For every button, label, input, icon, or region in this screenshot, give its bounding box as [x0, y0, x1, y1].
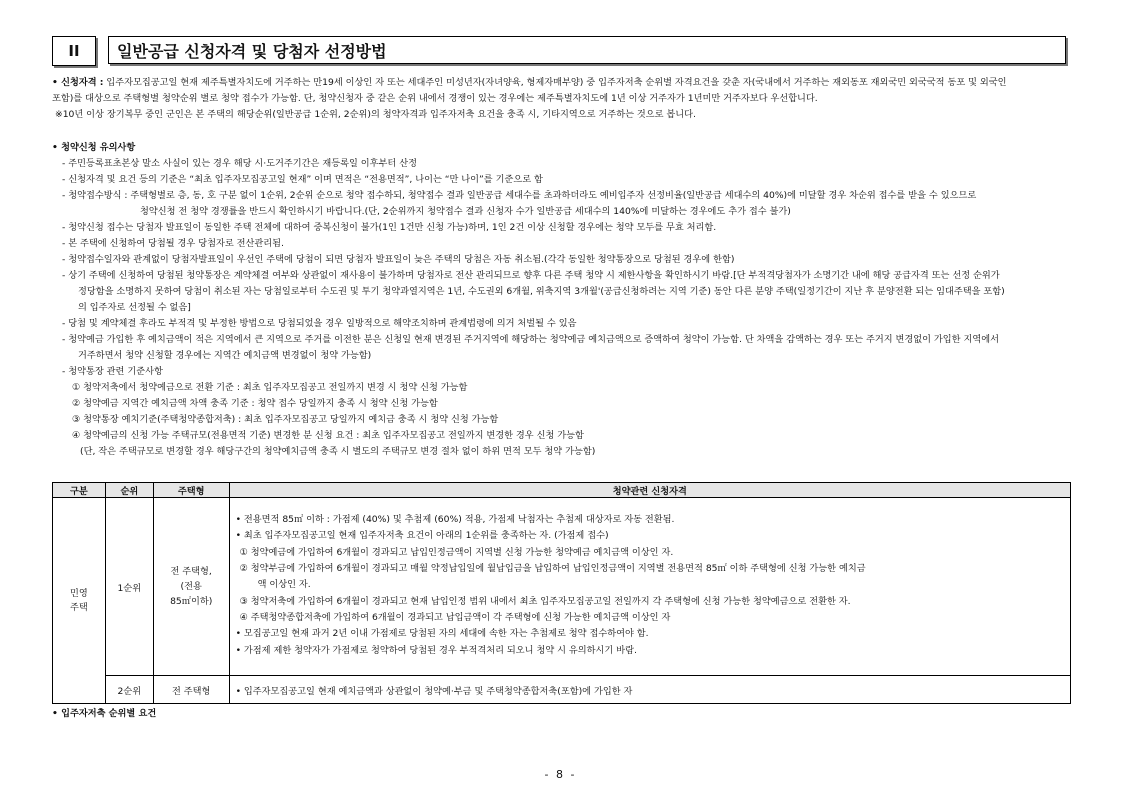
note-line-17: ③ 청약통장 예치기준(주택청약종합저축) : 최초 입주자모집공고 당일까지 예치금 충족 시 청약 신청 가능함 — [72, 414, 499, 425]
col-header-category: 구분 — [53, 483, 106, 498]
housing-type-cell: 전 주택형, (전용 85㎡이하) — [153, 498, 229, 676]
note-line-7: - 청약접수일자와 관계없이 당첨자발표일이 우선인 주택에 당첨이 되면 당첨자 발표일이 늦은 주택의 당첨은 자동 취소됨.(각각 동일한 청약통장으로 당첨된 경우에 한함) — [62, 254, 735, 265]
section-number: II — [52, 36, 96, 66]
note-line-12: - 청약예금 가입한 후 예치금액이 적은 지역에서 큰 지역으로 주거를 이전한 분은 신청일 현재 변경된 주거지역에 해당하는 청약예금 예치금액으로 증액하여 청약이 가능함. 단 차액을 감액하는 경우 또는 주거지 변경없이 가입한 지역에서 — [62, 334, 999, 345]
list-item: • 최초 입주자모집공고일 현재 입주자저축 요건이 아래의 1순위를 충족하는 자. (가점제 접수) — [235, 530, 609, 542]
list-item: • 모집공고일 현재 과거 2년 이내 가점제로 당첨된 자의 세대에 속한 자는 추첨제로 청약 접수하여야 함. — [235, 628, 649, 640]
page-number: - 8 - — [544, 768, 577, 781]
bullet: • — [52, 77, 62, 88]
note-line-8: - 상기 주택에 신청하여 당첨된 청약통장은 계약체결 여부와 상관없이 재사용이 불가하며 당첨자로 전산 관리되므로 향후 다른 주택 청약 시 제한사항을 확인하시기 바람.[단 부적격당첨자가 소명기간 내에 해당 공급자격 또는 선정 순위가 — [62, 270, 1000, 281]
col-header-qualification: 청약관련 신청자격 — [229, 483, 1070, 498]
list-item: ④ 주택청약종합저축에 가입하여 6개월이 경과되고 납입금액이 각 주택형에 신청 가능한 예치금액 이상인 자 — [239, 611, 671, 623]
table-row — [53, 498, 1071, 676]
note-line-16: ② 청약예금 지역간 예치금액 차액 충족 기준 : 청약 접수 당일까지 충족 시 청약 신청 가능함 — [72, 398, 438, 409]
qualification-cell: • 입주자모집공고일 현재 예치금액과 상관없이 청약예·부금 및 주택청약종합저축(포함)에 가입한 자 — [229, 676, 1070, 704]
note-line-9: 정당함을 소명하지 못하여 당첨이 취소된 자는 당첨일로부터 수도권 및 투기 청약과열지역은 1년, 수도권외 6개월, 위축지역 3개월'(공급신청하려는 지역 기준) 동안 다른 분양 주택(일정기간이 지난 후 분양전환 되는 임대주택을 포함) — [78, 286, 1005, 297]
note-line-5: - 청약신청 접수는 당첨자 발표일이 동일한 주택 전체에 대하여 중복신청이 불가(1인 1건만 신청 가능)하며, 1인 2건 이상 신청할 경우에는 청약 모두를 무효 처리함. — [62, 222, 717, 233]
housing-type-cell: 전 주택형 — [153, 676, 229, 704]
list-item: ① 청약예금에 가입하여 6개월이 경과되고 납입인정금액이 지역별 신청 가능한 청약예금 예치금액 이상인 자. — [239, 546, 674, 558]
note-line-10: 의 입주자로 선정될 수 없음] — [78, 302, 191, 313]
rank-cell: 2순위 — [105, 676, 153, 704]
category-cell: 민영 주택 — [53, 498, 106, 704]
section-title: 일반공급 신청자격 및 당첨자 선정방법 — [108, 36, 1066, 64]
table-row — [53, 676, 1071, 704]
qualification-cell — [229, 498, 1070, 676]
qualification-label: 신청자격 : — [61, 77, 104, 88]
col-header-housing-type: 주택형 — [153, 483, 229, 498]
qualification-line-2: 포함)를 대상으로 주택형별 청약순위 별로 청약 접수가 가능함. 단, 청약신청자 중 같은 순위 내에서 경쟁이 있는 경우에는 제주특별자치도에 1년 이상 거주자가 1년미만 거주자보다 우선합니다. — [52, 93, 818, 104]
note-line-6: - 본 주택에 신청하여 당첨될 경우 당첨자로 전산관리됨. — [62, 238, 284, 249]
note-line-19: (단, 작은 주택규모로 변경할 경우 해당구간의 청약예치금액 충족 시 별도의 주택규모 변경 절차 없이 하위 면적 모두 청약 가능함) — [80, 446, 596, 457]
qualification-table — [52, 482, 1071, 704]
list-item: ③ 청약저축에 가입하여 6개월이 경과되고 현재 납입인정 범위 내에서 최초 입주자모집공고일 전일까지 각 주택형에 신청 가능한 청약예금으로 전환한 자. — [239, 595, 851, 607]
section-header — [52, 36, 1070, 66]
qualification-text-1: 입주자모집공고일 현재 제주특별자치도에 거주하는 만19세 이상인 자 또는 세대주인 미성년자(자녀양육, 형제자매부양) 중 입주자저축 순위별 자격요건을 갖춘 자(국내에서 거주하는 재외동포 재외국민 외국국적 동포 및 외국인 — [106, 77, 1007, 88]
list-item: • 전용면적 85㎡ 이하 : 가점제 (40%) 및 추첨제 (60%) 적용, 가점제 낙첨자는 추첨제 대상자로 자동 전환됨. — [235, 514, 675, 526]
note-line-2: - 신청자격 및 요건 등의 기준은 “최초 입주자모집공고일 현재” 이며 면적은 “전용면적”, 나이는 “만 나이”를 기준으로 함 — [62, 174, 543, 185]
notes-heading: • 청약신청 유의사항 — [52, 142, 136, 153]
note-line-14: - 청약통장 관련 기준사항 — [62, 366, 163, 377]
list-item: • 가점제 제한 청약자가 가점제로 청약하여 당첨된 경우 부적격처리 되오니 청약 시 유의하시기 바람. — [235, 644, 637, 656]
table-header-row — [53, 483, 1071, 498]
note-line-11: - 당첨 및 계약체결 후라도 부적격 및 부정한 방법으로 당첨되었을 경우 일방적으로 해약조치하며 관계법령에 의거 처벌될 수 있음 — [62, 318, 577, 329]
footer-note: • 입주자저축 순위별 요건 — [52, 708, 157, 719]
rank-cell: 1순위 — [105, 498, 153, 676]
note-line-13: 거주하면서 청약 신청할 경우에는 지역간 예치금액 변경없이 청약 가능함) — [78, 350, 372, 361]
list-item: ② 청약부금에 가입하여 6개월이 경과되고 매월 약정납입일에 월납입금을 납입하여 납입인정금액이 지역별 전용면적 85㎡ 이하 주택형에 신청 가능한 예치금 — [239, 563, 866, 575]
list-item: 액 이상인 자. — [257, 579, 311, 591]
qualification-line-1 — [52, 75, 1082, 91]
col-header-rank: 순위 — [105, 483, 153, 498]
note-line-18: ④ 청약예금의 신청 가능 주택규모(전용면적 기준) 변경한 분 신청 요건 : 최초 입주자모집공고 전일까지 변경한 경우 신청 가능함 — [72, 430, 584, 441]
note-line-15: ① 청약저축에서 청약예금으로 전환 기준 : 최초 입주자모집공고 전일까지 변경 시 청약 신청 가능함 — [72, 382, 468, 393]
note-line-1: - 주민등록표초본상 말소 사실이 있는 경우 해당 시·도거주기간은 재등록일 이후부터 산정 — [62, 158, 417, 169]
note-line-3: - 청약접수방식 : 주택형별로 층, 동, 호 구분 없이 1순위, 2순위 순으로 청약 접수하되, 청약접수 결과 일반공급 세대수를 초과하더라도 예비입주자 선정비율(일반공급 세대수의 40%)에 미달할 경우 차순위 접수를 받을 수 있으므로 — [62, 190, 977, 201]
note-line-4: 청약신청 전 청약 경쟁률을 반드시 확인하시기 바랍니다.(단, 2순위까지 청약접수 결과 신청자 수가 일반공급 세대수의 140%에 미달하는 경우에도 추가 접수 불가) — [140, 206, 791, 217]
qualification-line-3: ※10년 이상 장기복무 중인 군인은 본 주택의 해당순위(일반공급 1순위, 2순위)의 청약자격과 입주자저축 요건을 충족 시, 기타지역으로 거주하는 것으로 봅니다. — [55, 109, 696, 120]
